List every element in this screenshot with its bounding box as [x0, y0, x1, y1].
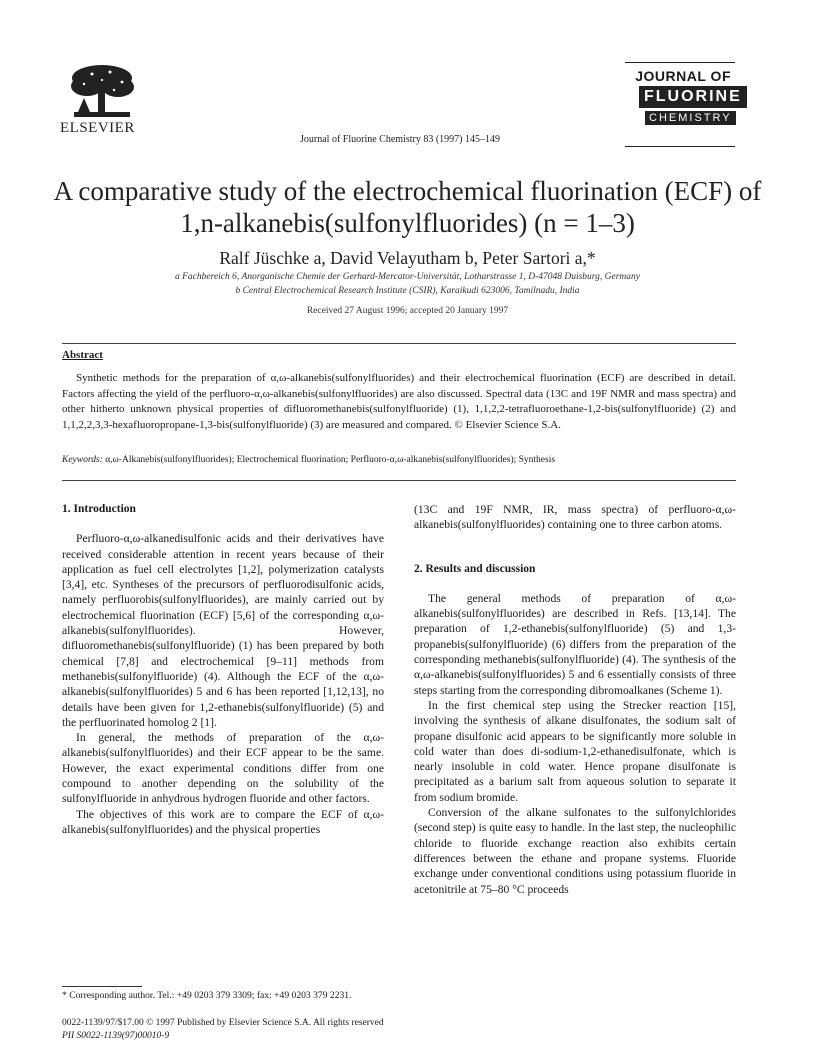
affiliation-b: b Central Electrochemical Research Institute (CSIR), Karaikudi 623006, Tamilnadu, India — [235, 286, 580, 296]
footnote-rule — [62, 986, 142, 987]
divider — [62, 343, 736, 344]
paragraph: (13C and 19F NMR, IR, mass spectra) of perfluoro-α,ω-alkanebis(sulfonylfluorides) containing one to three carbon atoms. — [414, 503, 736, 532]
paragraph: Perfluoro-α,ω-alkanedisulfonic acids and their derivatives have received considerable attention in recent years because of their application as fuel cell electrolytes [1,2], polymerization catalysts [3,4], etc. Syntheses of the precursors of perfluorodisulfonic acids, namely perfluorobis(sulfonylfluorides), are mainly carried out by electrochemical fluorination (ECF) [5,6] of the corresponding α,ω-alkanebis(sulfonylfluorides). However, difluoromethanebis(sulfonylfluoride) (1) has been prepared by both chemical [7,8] and electrochemical [9–11] methods from methanebis(sulfonylfluoride) (4). Although the ECF of the α,ω-alkanebis(sulfonylfluorides) 5 and 6 has been reported [1,12,13], no details have been given for 1,2-ethanebis(sulfonylfluoride) (5) and the perfluorinated homolog 2 [1]. — [62, 532, 384, 729]
journal-citation: Journal of Fluorine Chemistry 83 (1997) 145–149 — [300, 134, 500, 145]
pii-line: PII S0022-1139(97)00010-9 — [62, 1031, 170, 1041]
article-title — [0, 175, 815, 239]
divider — [62, 480, 736, 481]
journal-logo-line3: CHEMISTRY — [645, 111, 736, 125]
authors: Ralf Jüschke a, David Velayutham b, Peter Sartori a,* — [219, 248, 596, 268]
affiliation-a: a Fachbereich 6, Anorganische Chemie der Gerhard-Mercator-Universität, Lotharstrasse 1, D-47048 Duisburg, Germany — [175, 272, 640, 282]
keywords — [62, 455, 736, 465]
keywords-label: Keywords: — [62, 455, 103, 465]
section-heading-introduction: 1. Introduction — [62, 503, 136, 515]
journal-logo-line2: FLUORINE — [639, 86, 747, 108]
paragraph: In the first chemical step using the Strecker reaction [15], involving the synthesis of alkane disulfonates, the sodium salt of propane disulfonic acid appears to be significantly more soluble in cold water than does di-sodium-1,2-ethanedisulfonate, which is nearly insoluble in cold water. Hence propane disulfonate is precipitated as a barium salt from aqueous solution to separate it from sodium bromide. — [414, 698, 736, 804]
paragraph: In general, the methods of preparation of the α,ω-alkanebis(sulfonylfluorides) and their ECF appear to be the same. However, the exact experimental conditions differ from one compound to another depending on the solubility of the sulfonylfluoride in anhydrous hydrogen fluoride and other factors. — [62, 731, 384, 806]
journal-logo — [625, 62, 742, 142]
publisher-logo-text: ELSEVIER — [60, 120, 135, 136]
footnote: * Corresponding author. Tel.: +49 0203 379 3309; fax: +49 0203 379 2231. — [62, 990, 352, 1001]
copyright-line: 0022-1139/97/$17.00 © 1997 Published by Elsevier Science S.A. All rights reserved — [62, 1018, 384, 1028]
keywords-text: α,ω-Alkanebis(sulfonylfluorides); Electrochemical fluorination; Perfluoro-α,ω-alkanebis(sulfonylfluorides); Synthesis — [105, 455, 556, 465]
title-line-2: 1,n-alkanebis(sulfonylfluorides) (n = 1–3) — [180, 208, 635, 238]
received-dates: Received 27 August 1996; accepted 20 January 1997 — [306, 306, 509, 316]
right-column — [414, 502, 736, 897]
journal-logo-line1: JOURNAL OF — [635, 68, 731, 84]
section-heading-results: 2. Results and discussion — [414, 562, 536, 575]
left-column — [62, 502, 384, 837]
paragraph: The general methods of preparation of α,ω-alkanebis(sulfonylfluorides) are described in Refs. [13,14]. The preparation of 1,2-ethanebis(sulfonylfluoride) (5) and 1,3-propanebis(sulfonylfluoride) (6) differs from the preparation of the corresponding methanebis(sulfonylfluoride) (4). The synthesis of the α,ω-alkanebis(sulfonylfluorides) 5 and 6 essentially consists of three steps starting from the corresponding dibromoalkanes (Scheme 1). — [414, 591, 736, 697]
abstract-heading: Abstract — [62, 349, 103, 361]
elsevier-tree-logo-icon — [62, 62, 140, 120]
title-line-1: A comparative study of the electrochemical fluorination (ECF) of — [53, 176, 762, 206]
header-rule — [625, 146, 735, 147]
paragraph: The objectives of this work are to compare the ECF of α,ω-alkanebis(sulfonylfluorides) and the physical properties — [62, 807, 384, 836]
abstract-text: Synthetic methods for the preparation of α,ω-alkanebis(sulfonylfluorides) and their electrochemical fluorination (ECF) are described in detail. Factors affecting the yield of the perfluoro-α,ω-alkanebis(sulfonylfluorides) are also discussed. Spectral data (13C and 19F NMR and mass spectra) and other hitherto unknown physical properties of difluoromethanebis(sulfonylfluoride) (1), 1,1,2,2-tetrafluoroethane-1,2-bis(sulfonylfluoride) (2) and 1,1,2,2,3,3-hexafluoropropane-1,3-bis(sulfonylfluoride) (3) are measured and compared. © Elsevier Science S.A. — [62, 372, 736, 431]
paragraph: Conversion of the alkane sulfonates to the sulfonylchlorides (second step) is quite easy to handle. In the last step, the nucleophilic chloride to fluoride exchange reaction also exhibits certain differences between the ethane and propane systems. Fluoride exchange under conventional conditions using potassium fluoride in acetonitrile at 75–80 °C proceeds — [414, 806, 736, 896]
